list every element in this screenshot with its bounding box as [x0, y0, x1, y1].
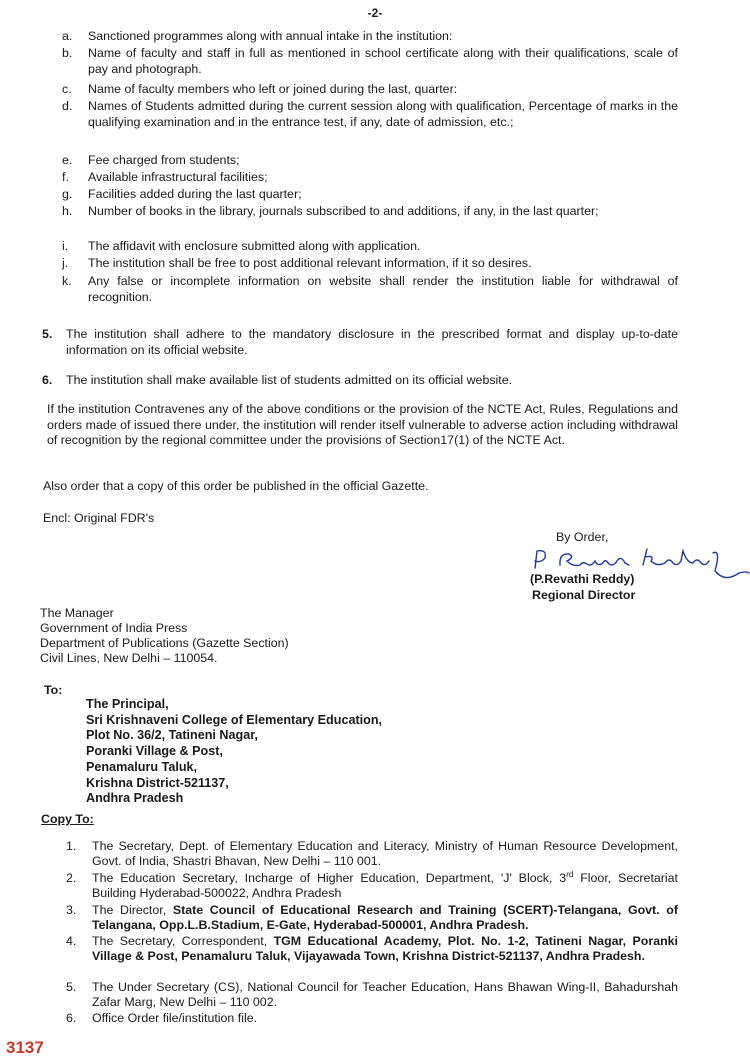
- copy-to-bold-text: TGM Educational Academy, Plot. No. 1-2, Tatineni Nagar, Poranki Village & Post, Penamaluru Taluk, Vijayawada Town, Krishna District-521137, Andhra Pradesh.: [92, 934, 678, 963]
- signatory-title: Regional Director: [532, 588, 636, 602]
- copy-to-item: [66, 980, 678, 1009]
- condition-marker: f.: [62, 170, 69, 184]
- signatory-name: (P.Revathi Reddy): [530, 572, 635, 586]
- copy-to-marker: 6.: [66, 1011, 77, 1025]
- copy-to-marker: 3.: [66, 903, 77, 917]
- condition-text: Fee charged from students;: [88, 153, 240, 167]
- condition-marker: d.: [62, 99, 73, 113]
- copy-to-marker: 2.: [66, 871, 77, 885]
- to-label: To:: [44, 683, 63, 697]
- to-address-line: Plot No. 36/2, Tatineni Nagar,: [86, 728, 258, 743]
- copy-to-marker: 5.: [66, 980, 77, 994]
- footer-code: 3137: [6, 1038, 44, 1057]
- condition-item: [62, 46, 678, 77]
- to-address-line: The Principal,: [86, 697, 169, 711]
- condition-text: The institution shall be free to post additional relevant information, if it so desires.: [88, 256, 532, 270]
- condition-marker: c.: [62, 82, 72, 96]
- enclosure-note: Encl: Original FDR's: [43, 511, 155, 525]
- condition-item: [62, 99, 678, 130]
- to-address-line: Penamaluru Taluk,: [86, 759, 198, 774]
- condition-text: Available infrastructural facilities;: [88, 170, 268, 184]
- copy-to-label: Copy To:: [41, 812, 94, 826]
- copy-to-sup: rd: [566, 869, 574, 879]
- copy-to-item: [66, 839, 678, 868]
- copy-to-bold-text: State Council of Educational Research and Training (SCERT)-Telangana, Govt. of Telangana, Opp.L.B.Stadium, E-Gate, Hyderabad-500001, Andhra Pradesh.: [92, 903, 678, 932]
- condition-item: [62, 274, 678, 305]
- copy-to-text: The Secretary, Correspondent,: [92, 934, 274, 948]
- condition-text: Number of books in the library, journals subscribed to and additions, if any, in the last quarter;: [88, 204, 599, 218]
- condition-item: [62, 239, 678, 255]
- condition-text: Names of Students admitted during the current session along with qualification, Percentage of marks in the qualifying examination and in the entrance test, if any, date of admission, etc.;: [88, 99, 678, 129]
- to-address-line: Andhra Pradesh: [86, 791, 184, 806]
- condition-marker: j.: [62, 256, 69, 270]
- condition-text: Sanctioned programmes along with annual intake in the institution:: [88, 29, 453, 43]
- copy-to-text: Floor, Secretariat Building Hyderabad-500022, Andhra Pradesh: [92, 871, 678, 900]
- to-address-line: Poranki Village & Post,: [86, 744, 223, 759]
- copy-to-item: [66, 1011, 678, 1026]
- condition-text: Name of faculty and staff in full as mentioned in school certificate along with their qualifications, scale of pay and photograph.: [88, 46, 678, 76]
- numbered-text: The institution shall adhere to the mandatory disclosure in the prescribed format and display up-to-date information on its official website.: [66, 327, 678, 357]
- condition-marker: h.: [62, 204, 73, 218]
- copy-to-text: The Education Secretary, Incharge of Higher Education, Department, 'J' Block, 3: [92, 871, 567, 885]
- manager-line: The Manager: [40, 606, 114, 620]
- copy-to-item: [66, 903, 678, 932]
- numbered-marker: 5.: [42, 327, 53, 341]
- condition-item: [62, 82, 678, 98]
- condition-marker: g.: [62, 187, 73, 201]
- numbered-item: [42, 327, 678, 358]
- to-address-line: Sri Krishnaveni College of Elementary Education,: [86, 712, 383, 727]
- numbered-text: The institution shall make available list of students admitted on its official website.: [66, 373, 513, 387]
- condition-item: [62, 170, 678, 186]
- manager-line: Government of India Press: [40, 621, 188, 635]
- numbered-marker: 6.: [42, 373, 53, 387]
- condition-marker: a.: [62, 29, 73, 43]
- condition-marker: k.: [62, 274, 72, 288]
- condition-text: Any false or incomplete information on website shall render the institution liable for withdrawal of recognition.: [88, 274, 678, 304]
- copy-to-text: The Secretary, Dept. of Elementary Education and Literacy, Ministry of Human Resource Development, Govt. of India, Shastri Bhavan, New Delhi – 110 001.: [92, 839, 678, 868]
- condition-text: Name of faculty members who left or joined during the last, quarter:: [88, 82, 458, 96]
- gazette-paragraph: Also order that a copy of this order be published in the official Gazette.: [43, 479, 429, 493]
- to-address: [86, 697, 382, 807]
- page-number: -2-: [367, 6, 383, 20]
- manager-line: Civil Lines, New Delhi – 110054.: [40, 651, 218, 665]
- contravene-paragraph: If the institution Contravenes any of the above conditions or the provision of the NCTE Act, Rules, Regulations and orders made of issued there under, the institution will render itself vulnerable to adverse action including withdrawal of recognition by the regional committee under the provisions of Section17(1) of the NCTE Act.: [47, 402, 678, 447]
- to-address-line: Krishna District-521137,: [86, 775, 229, 790]
- copy-to-marker: 1.: [66, 839, 77, 853]
- condition-item: [62, 29, 678, 45]
- condition-item: [62, 187, 678, 203]
- manager-line: Department of Publications (Gazette Section): [40, 636, 289, 650]
- copy-to-item: [66, 869, 678, 900]
- condition-marker: b.: [62, 46, 73, 60]
- condition-item: [62, 256, 678, 272]
- copy-to-text: The Director,: [92, 903, 173, 917]
- condition-text: Facilities added during the last quarter;: [88, 187, 302, 201]
- condition-item: [62, 204, 678, 220]
- condition-item: [62, 153, 678, 169]
- by-order-text: By Order,: [556, 530, 609, 544]
- condition-text: The affidavit with enclosure submitted along with application.: [88, 239, 421, 253]
- condition-marker: e.: [62, 153, 73, 167]
- copy-to-text: Office Order file/institution file.: [92, 1011, 258, 1025]
- condition-marker: i.: [62, 239, 69, 253]
- copy-to-text: The Under Secretary (CS), National Council for Teacher Education, Hans Bhawan Wing-II, Bahadurshah Zafar Marg, New Delhi – 110 002.: [92, 980, 678, 1009]
- copy-to-marker: 4.: [66, 934, 77, 948]
- copy-to-item: [66, 934, 678, 963]
- numbered-item: [42, 373, 678, 389]
